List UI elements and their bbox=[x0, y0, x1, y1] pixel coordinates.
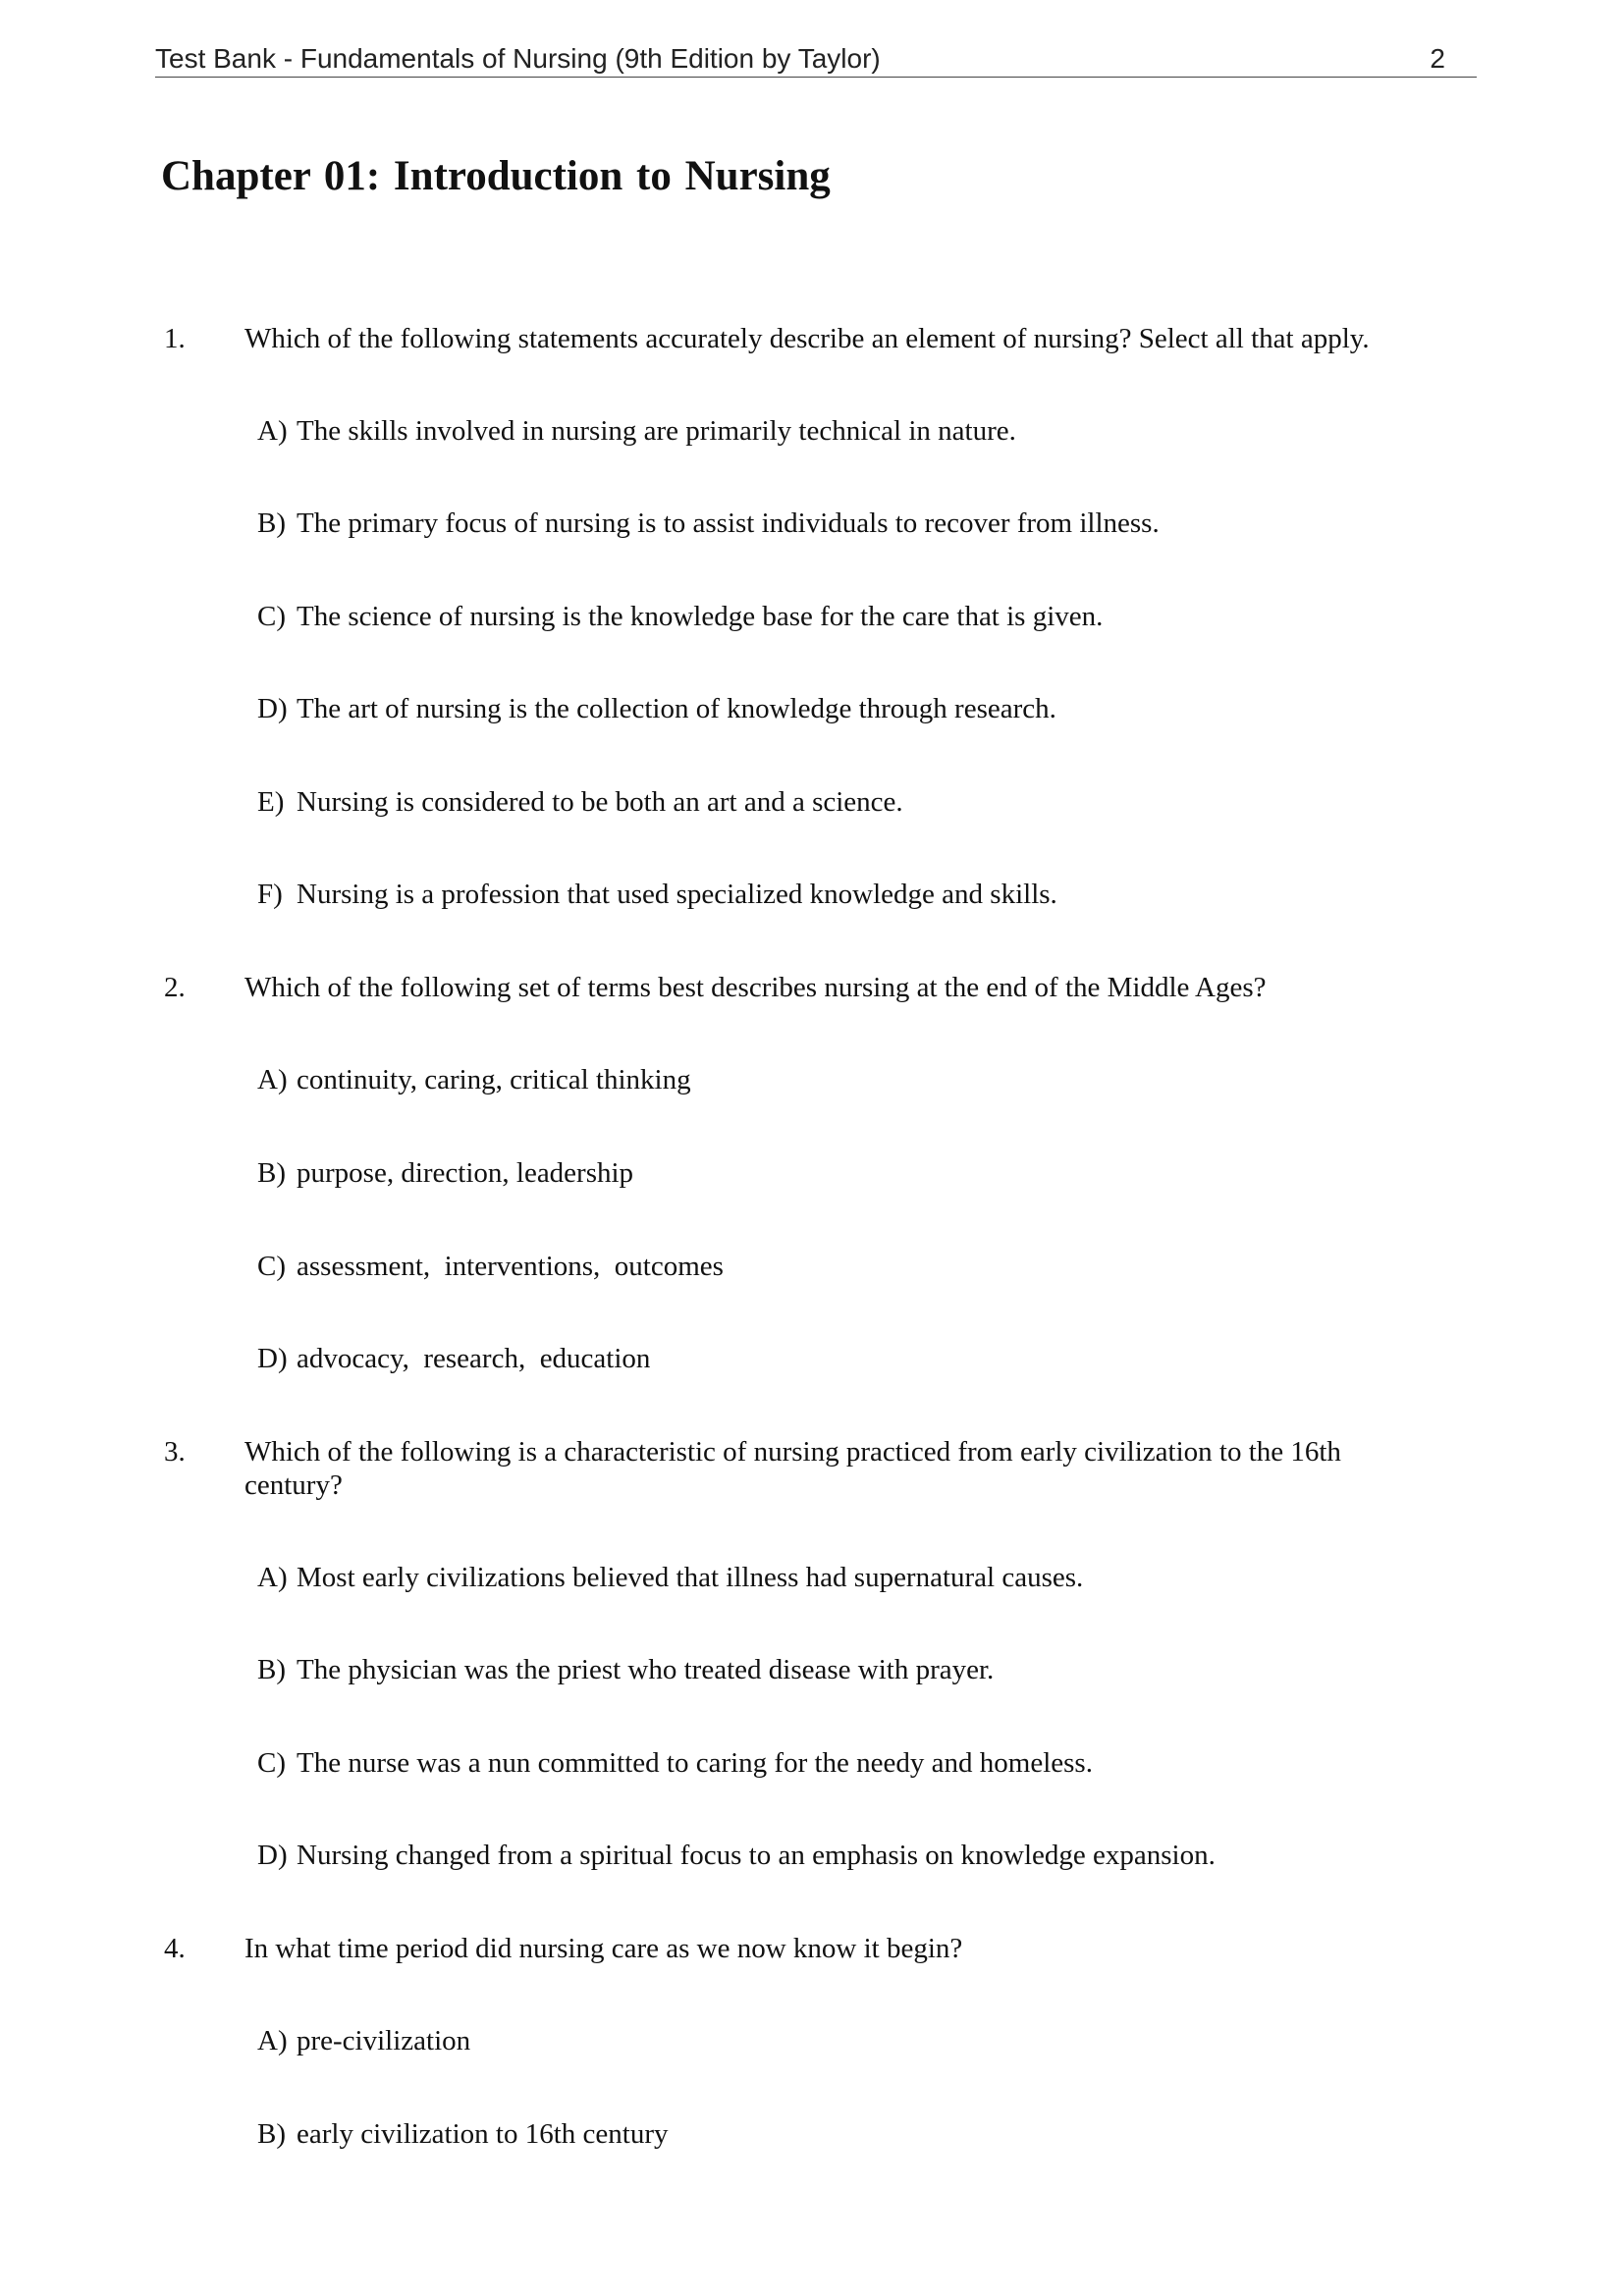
question-number: 3. bbox=[164, 1436, 186, 1468]
chapter-title: Chapter 01: Introduction to Nursing bbox=[161, 153, 831, 199]
option-letter: B) bbox=[257, 1157, 286, 1189]
option-letter: B) bbox=[257, 1654, 286, 1685]
option-letter: B) bbox=[257, 507, 286, 539]
option-letter: A) bbox=[257, 1064, 288, 1095]
option-text: The art of nursing is the collection of knowledge through research. bbox=[297, 693, 1056, 724]
option-text: purpose, direction, leadership bbox=[297, 1157, 634, 1189]
q3-option-a bbox=[257, 1561, 1083, 1594]
option-letter: E) bbox=[257, 786, 285, 818]
q2-option-d bbox=[257, 1342, 650, 1375]
option-text: advocacy, research, education bbox=[297, 1343, 651, 1374]
q1-option-e bbox=[257, 785, 903, 819]
option-letter: F) bbox=[257, 879, 283, 910]
question-number: 2. bbox=[164, 972, 186, 1003]
q3-option-b bbox=[257, 1653, 994, 1686]
option-text: The science of nursing is the knowledge base for the care that is given. bbox=[297, 601, 1104, 632]
q1-option-b bbox=[257, 507, 1160, 540]
q2-option-b bbox=[257, 1156, 633, 1190]
option-text: Nursing is a profession that used specialized knowledge and skills. bbox=[297, 879, 1057, 910]
option-text: pre-civilization bbox=[297, 2025, 471, 2056]
question-number: 4. bbox=[164, 1933, 186, 1964]
page-number: 2 bbox=[1430, 43, 1445, 74]
option-letter: C) bbox=[257, 1251, 286, 1282]
q1-option-c bbox=[257, 600, 1103, 633]
header-title: Test Bank - Fundamentals of Nursing (9th Edition by Taylor) bbox=[155, 43, 881, 74]
q1-option-d bbox=[257, 692, 1056, 725]
option-letter: A) bbox=[257, 415, 288, 447]
option-letter: C) bbox=[257, 601, 286, 632]
q2-option-a bbox=[257, 1063, 691, 1096]
question-text: Which of the following statements accurately describe an element of nursing? Select all that apply. bbox=[244, 323, 1370, 354]
question-text: In what time period did nursing care as we now know it begin? bbox=[244, 1933, 963, 1964]
option-letter: D) bbox=[257, 1840, 288, 1871]
option-letter: D) bbox=[257, 1343, 288, 1374]
option-text: Nursing changed from a spiritual focus to an emphasis on knowledge expansion. bbox=[297, 1840, 1216, 1871]
option-text: The nurse was a nun committed to caring for the needy and homeless. bbox=[297, 1747, 1093, 1779]
option-text: The skills involved in nursing are primarily technical in nature. bbox=[297, 415, 1016, 447]
option-letter: B) bbox=[257, 2118, 286, 2150]
option-text: assessment, interventions, outcomes bbox=[297, 1251, 724, 1282]
option-letter: A) bbox=[257, 2025, 288, 2056]
question-text: Which of the following set of terms best describes nursing at the end of the Middle Ages? bbox=[244, 972, 1267, 1003]
q4-option-b bbox=[257, 2117, 669, 2151]
q2-option-c bbox=[257, 1250, 724, 1283]
page-header bbox=[155, 43, 1477, 78]
option-text: The physician was the priest who treated disease with prayer. bbox=[297, 1654, 995, 1685]
q3-option-c bbox=[257, 1746, 1093, 1780]
question-number: 1. bbox=[164, 323, 186, 354]
q3-option-d bbox=[257, 1839, 1216, 1872]
q1-option-f bbox=[257, 878, 1057, 911]
option-text: continuity, caring, critical thinking bbox=[297, 1064, 691, 1095]
q1-option-a bbox=[257, 414, 1016, 448]
option-text: Most early civilizations believed that illness had supernatural causes. bbox=[297, 1562, 1084, 1593]
question-text: Which of the following is a characteristic of nursing practiced from early civilization to the 16th century? bbox=[244, 1436, 1341, 1501]
option-letter: C) bbox=[257, 1747, 286, 1779]
option-text: early civilization to 16th century bbox=[297, 2118, 669, 2150]
option-text: The primary focus of nursing is to assist individuals to recover from illness. bbox=[297, 507, 1160, 539]
option-letter: D) bbox=[257, 693, 288, 724]
option-letter: A) bbox=[257, 1562, 288, 1593]
q4-option-a bbox=[257, 2024, 470, 2057]
option-text: Nursing is considered to be both an art and a science. bbox=[297, 786, 903, 818]
